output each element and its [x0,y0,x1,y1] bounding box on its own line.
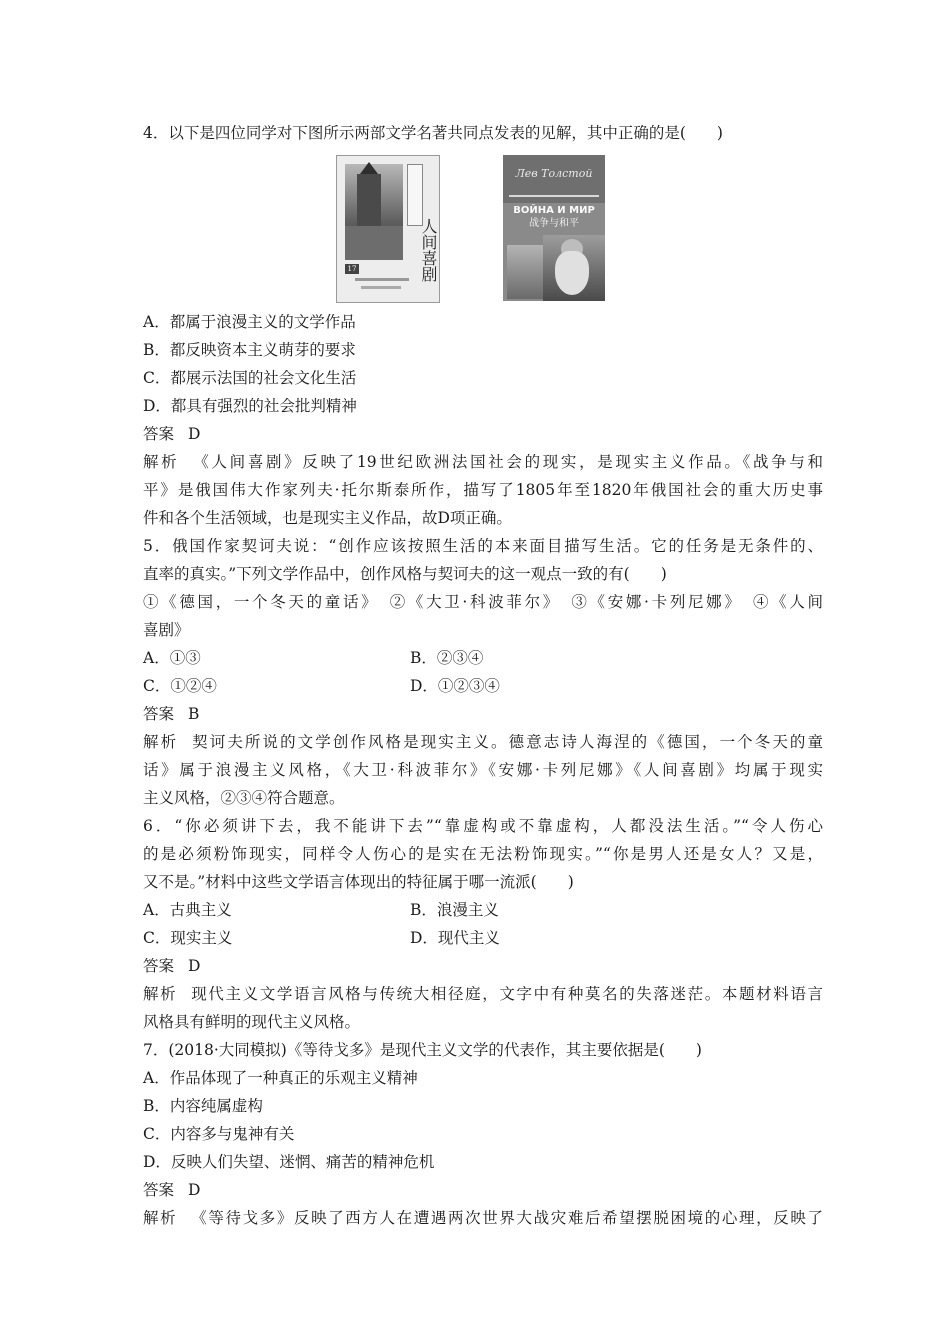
q6-analysis-line-2: 风格具有鲜明的现代主义风格。 [143,1013,361,1031]
publisher-line [355,278,409,281]
q4-stem: 4．以下是四位同学对下图所示两部文学名著共同点发表的见解，其中正确的是( ) [143,124,723,142]
answer-value: D [188,957,201,975]
q7-option-c: C．内容多与鬼神有关 [143,1125,295,1143]
q5-option-c: C．①②④ [143,677,217,695]
author-signature: Лев Толстой [515,167,593,180]
answer-label: 答案 [143,425,175,443]
answer-value: B [188,705,200,723]
book1-title: 人间喜剧 [419,218,438,282]
volume-number: 17 [345,264,359,274]
answer-label: 答案 [143,705,175,723]
q6-option-c: C．现实主义 [143,929,233,947]
battle-scene [507,245,547,299]
cover-divider [509,195,599,197]
analysis-label: 解析 [143,733,179,751]
q7-answer [143,1180,823,1200]
q5-stem-line-3: ①《德国，一个冬天的童话》 ②《大卫·科波菲尔》 ③《安娜·卡列尼娜》 ④《人间 [143,593,823,611]
answer-label: 答案 [143,957,175,975]
q6-stem-line-3: 又不是。”材料中这些文学语言体现出的特征属于哪一流派( ) [143,873,574,891]
book2-title-cn: 战争与和平 [529,218,579,229]
q4-analysis-line-3: 件和各个生活领域，也是现实主义作品，故D项正确。 [143,509,512,527]
q6-stem-line-1: 6．“你必须讲下去，我不能讲下去”“靠虚构或不靠虚构，人都没法生活。”“令人伤心 [143,817,823,835]
analysis-text: 现代主义文学语言风格与传统大相径庭，文字中有种莫名的失落迷茫。本题材料语言 [191,985,823,1003]
q6-option-b: B．浪漫主义 [410,901,499,919]
book2-title-ru: ВОЙНА И МИР [513,205,595,216]
q5-stem-line-4: 喜剧》 [143,621,190,639]
q7-option-d: D．反映人们失望、迷惘、痛苦的精神危机 [143,1153,435,1171]
q4-analysis-line-2: 平》是俄国伟大作家列夫·托尔斯泰所作，描写了1805年至1820年俄国社会的重大历史事 [143,481,823,499]
q5-options-row-1 [143,648,823,668]
cover-strip [407,164,423,226]
book-cover-war-and-peace [503,155,605,301]
q4-analysis-line-1 [143,452,823,472]
q6-stem-line-2: 的是必须粉饰现实，同样令人伤心的是实在无法粉饰现实。”“你是男人还是女人？又是， [143,845,823,863]
portrait-beard [555,251,589,295]
q5-options-row-2 [143,676,823,696]
answer-value: D [188,425,201,443]
q4-option-b: B．都反映资本主义萌芽的要求 [143,341,356,359]
analysis-label: 解析 [143,453,180,471]
q6-option-a: A．古典主义 [143,901,232,919]
q4-answer [143,424,823,444]
q5-analysis-line-1 [143,732,823,752]
analysis-text: 《等待戈多》反映了西方人在遭遇两次世界大战灾难后希望摆脱困境的心理，反映了 [191,1209,823,1227]
q5-answer [143,704,823,724]
q5-stem-line-2: 直率的真实。”下列文学作品中，创作风格与契诃夫的这一观点一致的有( ) [143,565,667,583]
castle-wall [345,226,403,260]
book-cover-human-comedy [336,155,440,303]
publisher-line-2 [361,286,401,289]
q6-analysis-line-1 [143,984,823,1004]
q5-analysis-line-2: 话》属于浪漫主义风格，《大卫·科波菲尔》《安娜·卡列尼娜》《人间喜剧》均属于现实 [143,761,823,779]
analysis-label: 解析 [143,1209,178,1227]
q6-option-d: D．现代主义 [410,929,500,947]
answer-label: 答案 [143,1181,175,1199]
q5-option-d: D．①②③④ [410,677,500,695]
q6-answer [143,956,823,976]
q5-option-b: B．②③④ [410,649,484,667]
q7-option-b: B．内容纯属虚构 [143,1097,263,1115]
q5-analysis-line-3: 主义风格，②③④符合题意。 [143,789,345,807]
answer-value: D [188,1181,201,1199]
q4-option-a: A．都属于浪漫主义的文学作品 [143,313,356,331]
q7-stem: 7．(2018·大同模拟)《等待戈多》是现代主义文学的代表作，其主要依据是( ) [143,1041,702,1059]
analysis-label: 解析 [143,985,178,1003]
castle-tower [357,174,381,234]
q7-analysis-line-1 [143,1208,823,1228]
q5-stem-line-1: 5．俄国作家契诃夫说：“创作应该按照生活的本来面目描写生活。它的任务是无条件的、 [143,537,823,555]
q4-option-d: D．都具有强烈的社会批判精神 [143,397,357,415]
q4-option-c: C．都展示法国的社会文化生活 [143,369,357,387]
q7-option-a: A．作品体现了一种真正的乐观主义精神 [143,1069,418,1087]
q6-options-row-2 [143,928,823,948]
analysis-text: 《人间喜剧》反映了19世纪欧洲法国社会的现实，是现实主义作品。《战争与和 [193,453,823,471]
q6-options-row-1 [143,900,823,920]
q5-option-a: A．①③ [143,649,201,667]
analysis-text: 契诃夫所说的文学创作风格是现实主义。德意志诗人海涅的《德国，一个冬天的童 [192,733,823,751]
